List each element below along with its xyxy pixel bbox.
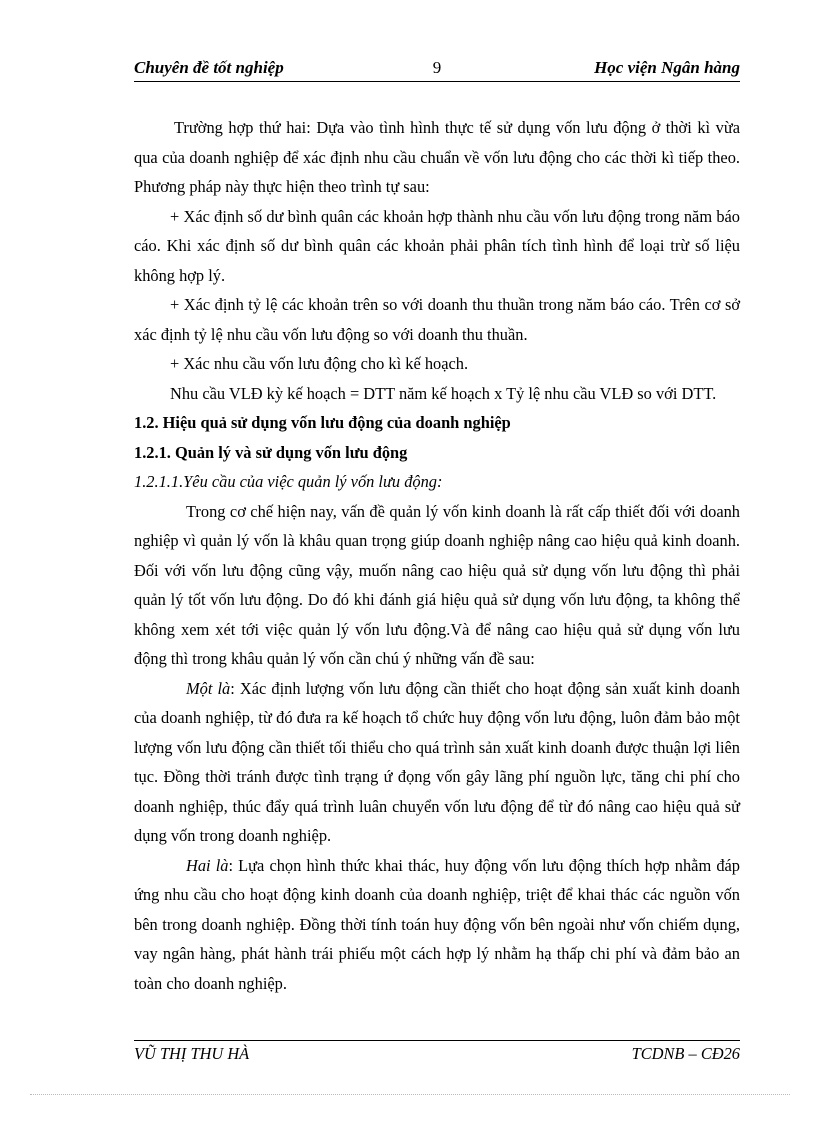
paragraph-step-3: + Xác nhu cầu vốn lưu động cho kì kế hoạch. [170,354,469,373]
heading-1-2-1: 1.2.1. Quản lý và sử dụng vốn lưu động [134,442,408,462]
paragraph-case-two: Trường hợp thứ hai: Dựa vào tình hình thực tế sử dụng vốn lưu động ở thời kì vừa qua của doanh nghiệp để xác định nhu cầu chuẩn về vốn lưu động cho các thời kì tiếp theo. Phương pháp này thực hiện theo trình tự sau: [134,118,740,196]
first-point-label: Một là [186,678,231,698]
paragraph-step-1: + Xác định số dư bình quân các khoản hợp thành nhu cầu vốn lưu động trong năm báo cáo. Khi xác định số dư bình quân các khoản phải phân tích tình hình để loại trừ số liệu không hợp lý. [134,206,740,285]
paragraph-management: Trong cơ chế hiện nay, vấn đề quản lý vốn kinh doanh là rất cấp thiết đối với doanh nghiệp vì quản lý vốn là khâu quan trọng giúp doanh nghiệp nâng cao hiệu quả kinh doanh. Đối với vốn lưu động cũng vậy, muốn nâng cao hiệu quả sử dụng vốn lưu động thì phải quản lý tốt vốn lưu động. Do đó khi đánh giá hiệu quả sử dụng vốn lưu động, ta không thể không xem xét tới việc quản lý vốn lưu động.Và để nâng cao hiệu quả sử dụng vốn lưu động thì trong khâu quản lý vốn cần chú ý những vấn đề sau: [134,501,740,668]
page-body [134,113,740,998]
subheading-1-2-1-1: 1.2.1.1.Yêu cầu của việc quản lý vốn lưu động: [134,472,443,491]
paragraph-second-point [134,851,740,999]
page-bottom-divider [30,1094,790,1095]
footer-class: TCDNB – CĐ26 [631,1044,740,1063]
first-point-text: : Xác định lượng vốn lưu động cần thiết cho hoạt động sản xuất kinh doanh của doanh nghiệp, từ đó đưa ra kế hoạch tổ chức huy động vốn lưu động, luôn đảm bảo một lượng vốn lưu động cần thiết tối thiểu cho quá trình sản xuất kinh doanh được thuận lợi liên tục. Đồng thời tránh được tình trạng ứ đọng vốn gây lãng phí nguồn lực, tăng chi phí cho doanh nghiệp, thúc đẩy quá trình luân chuyển vốn lưu động để từ đó nâng cao hiệu quả sử dụng vốn trong doanh nghiệp. [134,678,740,845]
paragraph-step-2: + Xác định tỷ lệ các khoản trên so với doanh thu thuần trong năm báo cáo. Trên cơ sở xác định tỷ lệ nhu cầu vốn lưu động so với doanh thu thuần. [134,295,740,344]
page-header [134,57,740,82]
heading-1-2: 1.2. Hiệu quả sử dụng vốn lưu động của doanh nghiệp [134,413,511,432]
paragraph-formula: Nhu cầu VLĐ kỳ kế hoạch = DTT năm kế hoạch x Tỷ lệ nhu cầu VLĐ so với DTT. [170,383,717,403]
footer-author: VŨ THỊ THU HÀ [134,1044,250,1063]
second-point-label: Hai là [186,855,229,875]
header-institution: Học viện Ngân hàng [594,58,740,77]
page-number: 9 [432,58,442,77]
second-point-text: : Lựa chọn hình thức khai thác, huy động vốn lưu động thích hợp nhằm đáp ứng nhu cầu cho hoạt động kinh doanh của doanh nghiệp, triệt để khai thác các nguồn vốn bên trong doanh nghiệp. Đồng thời tính toán huy động vốn bên ngoài như vốn chiếm dụng, vay ngân hàng, phát hành trái phiếu một cách hợp lý nhằm hạ thấp chi phí và đảm bảo an toàn cho doanh nghiệp. [134,855,740,993]
paragraph-first-point [134,674,740,851]
header-title: Chuyên đề tốt nghiệp [134,58,284,77]
page-footer [134,1040,740,1063]
